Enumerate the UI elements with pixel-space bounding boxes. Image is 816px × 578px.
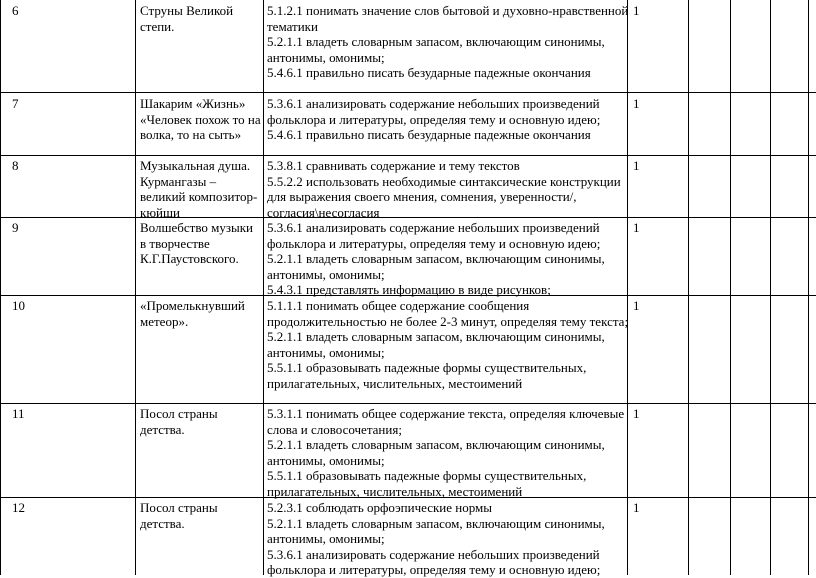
lesson-title: «Промелькнувший метеор». <box>140 298 245 329</box>
row-number: 12 <box>12 500 25 515</box>
lesson-title: Волшебство музыки в творчестве К.Г.Паустовского. <box>140 220 254 267</box>
learning-objectives: 5.3.6.1 анализировать содержание небольших произведений фольклора и литературы, определяя тему и основную идею; 5.2.1.1 владеть словарным запасом, включающим синонимы, антонимы, омонимы; 5.4.3.1 представлять информацию в виде рисунков; <box>267 220 605 298</box>
row-divider <box>0 155 816 156</box>
hours-count: 1 <box>633 3 640 18</box>
lesson-title: Посол страны детства. <box>140 406 218 437</box>
column-divider <box>135 0 136 575</box>
table-border-left <box>0 0 1 575</box>
hours-count: 1 <box>633 96 640 111</box>
row-number: 9 <box>12 220 19 235</box>
hours-count: 1 <box>633 220 640 235</box>
column-divider <box>688 0 689 575</box>
hours-count: 1 <box>633 158 640 173</box>
row-divider <box>0 92 816 93</box>
learning-objectives: 5.3.8.1 сравнивать содержание и тему текстов 5.5.2.2 использовать необходимые синтаксические конструкции для выражения своего мнения, сомнения, уверенности/, согласия\несогласия <box>267 158 621 220</box>
lesson-title: Посол страны детства. <box>140 500 218 531</box>
hours-count: 1 <box>633 500 640 515</box>
row-number: 11 <box>12 406 25 421</box>
row-number: 10 <box>12 298 25 313</box>
row-number: 6 <box>12 3 19 18</box>
learning-objectives: 5.3.6.1 анализировать содержание небольших произведений фольклора и литературы, определяя тему и основную идею; 5.4.6.1 правильно писать безударные падежные окончания <box>267 96 601 143</box>
learning-objectives: 5.1.2.1 понимать значение слов бытовой и духовно-нравственной тематики 5.2.1.1 владеть словарным запасом, включающим синонимы, антонимы, омонимы; 5.4.6.1 правильно писать безударные падежные окончания <box>267 3 629 81</box>
lesson-title: Струны Великой степи. <box>140 3 234 34</box>
hours-count: 1 <box>633 406 640 421</box>
lesson-title: Шакарим «Жизнь» «Человек похож то на волка, то на сыть» <box>140 96 261 143</box>
learning-objectives: 5.3.1.1 понимать общее содержание текста, определяя ключевые слова и словосочетания; 5.2.1.1 владеть словарным запасом, включающим синонимы, антонимы, омонимы; 5.5.1.1 образовывать падежные формы существительных, прилагательных, числительных, местоимений <box>267 406 625 499</box>
learning-objectives: 5.2.3.1 соблюдать орфоэпические нормы 5.2.1.1 владеть словарным запасом, включающим синонимы, антонимы, омонимы; 5.3.6.1 анализировать содержание небольших произведений фольклора и литературы, определяя тему и основную идею; <box>267 500 605 578</box>
row-number: 7 <box>12 96 19 111</box>
hours-count: 1 <box>633 298 640 313</box>
column-divider <box>770 0 771 575</box>
column-divider <box>263 0 264 575</box>
column-divider <box>730 0 731 575</box>
row-divider <box>0 403 816 404</box>
row-number: 8 <box>12 158 19 173</box>
table-border-right <box>808 0 809 575</box>
lesson-title: Музыкальная душа. Курмангазы – великий композитор-кюйши <box>140 158 258 220</box>
learning-objectives: 5.1.1.1 понимать общее содержание сообщения продолжительностью не более 2-3 минут, определяя тему текста; 5.2.1.1 владеть словарным запасом, включающим синонимы, антонимы, омонимы; 5.5.1.1 образовывать падежные формы существительных, прилагательных, числительных, местоимений <box>267 298 629 391</box>
